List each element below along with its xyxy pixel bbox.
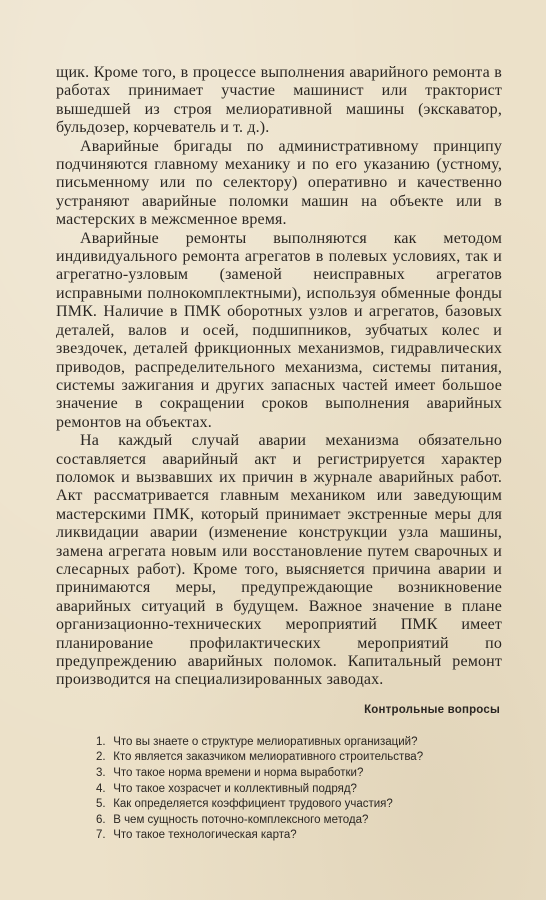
question-text: Что вы знаете о структуре мелиоративных организаций? [113, 735, 418, 748]
question-text: Что такое норма времени и норма выработки? [113, 767, 364, 779]
question-item [96, 750, 502, 766]
page-content [56, 64, 502, 844]
section-heading: Контрольные вопросы [364, 703, 500, 716]
question-number: 3. [96, 767, 106, 779]
question-number: 7. [96, 829, 106, 842]
paragraph-1: щик. Кроме того, в процессе выполнения аварийного ремонта в работах принимает участие машинист или тракторист вышедшей из строя мелиоративной машины (экскаватор, бульдозер, корчеватель и т. д.). [56, 64, 502, 137]
question-item [96, 813, 502, 829]
question-text: Что такое технологическая карта? [113, 829, 297, 842]
question-text: Что такое хозрасчет и коллективный подряд? [113, 782, 357, 795]
question-number: 4. [96, 782, 106, 795]
question-text: Кто является заказчиком мелиоративного строительства? [113, 751, 424, 764]
question-number: 2. [96, 751, 106, 764]
question-item [96, 766, 502, 782]
question-text: Как определяется коэффициент трудового участия? [113, 798, 393, 811]
questions-list [56, 735, 502, 844]
paragraph-3: Аварийные ремонты выполняются как методом индивидуального ремонта агрегатов в полевых условиях, так и агрегатно-узловым (заменой неисправных агрегатов исправными полнокомплектными), используя обменные фонды ПМК. Наличие в ПМК оборотных узлов и агрегатов, базовых деталей, валов и осей, подшипников, зубчатых колес и звездочек, деталей фрикционных механизмов, гидравлических приводов, распределительного механизма, системы питания, системы зажигания и других запасных частей имеет большое значение в сокращении сроков выполнения аварийных ремонтов на объектах. [56, 229, 502, 431]
question-item [96, 735, 502, 751]
question-item [96, 828, 502, 844]
question-number: 1. [96, 735, 106, 748]
question-text: В чем сущность поточно-комплексного метода? [113, 813, 369, 826]
paragraph-2: Аварийные бригады по административному принципу подчиняются главному механику и по его указанию (устному, письменному или по селектору) оперативно и качественно устраняют аварийные поломки машин на объекте или в мастерских в межсменное время. [56, 137, 502, 229]
paragraph-4: На каждый случай аварии механизма обязательно составляется аварийный акт и регистрируется характер поломок и вызвавших их причин в журнале аварийных работ. Акт рассматривается главным механиком или заведующим мастерскими ПМК, который принимает экстренные меры для ликвидации аварии (изменение конструкции узла машины, замена агрегата новым или восстановление путем сварочных и слесарных работ). Кроме того, выясняется причина аварии и принимаются меры, предупреждающие возникновение аварийных ситуаций в будущем. Важное значение в плане организационно-технических мероприятий ПМК имеет планирование профилактических мероприятий по предупреждению аварийных поломок. Капитальный ремонт производится на специализированных заводах. [56, 432, 502, 689]
question-item [96, 782, 502, 798]
question-number: 5. [96, 798, 106, 811]
question-number: 6. [96, 813, 106, 826]
question-item [96, 797, 502, 813]
